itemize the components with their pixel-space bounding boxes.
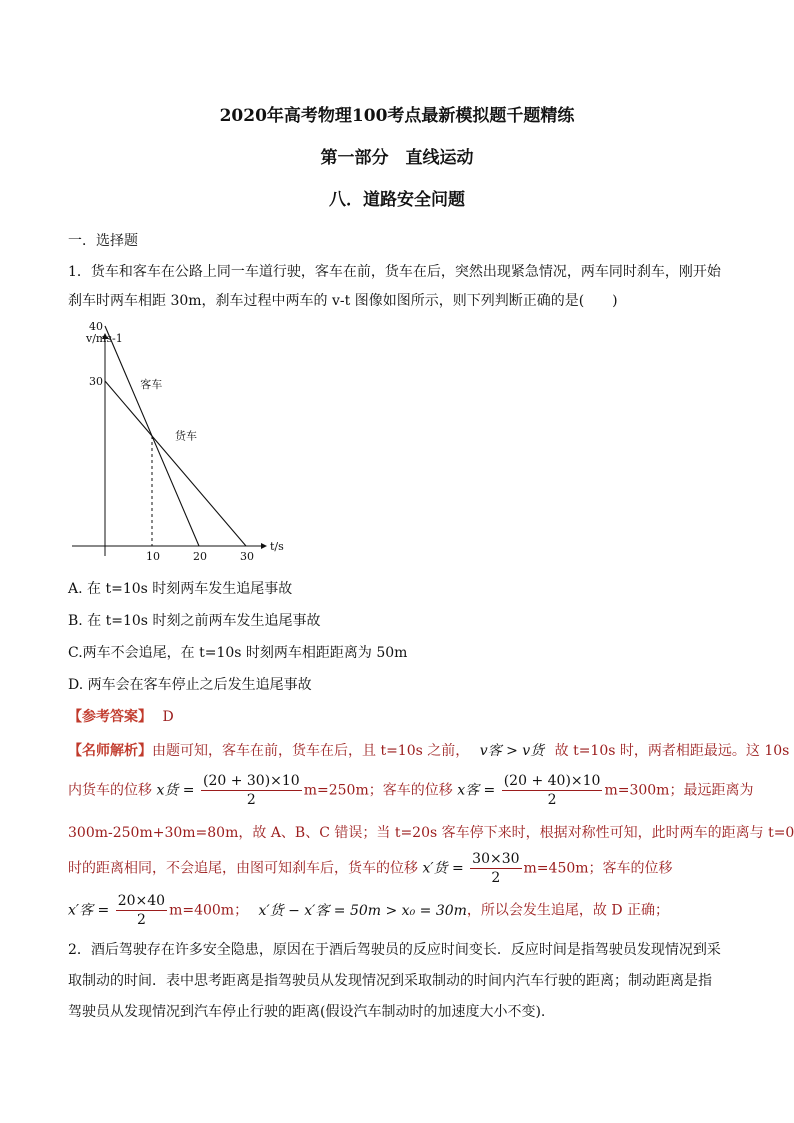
y-tick-label: 40 [89, 322, 103, 333]
part-title: 第一部分 直线运动 [320, 148, 474, 168]
formula-var: x客 = [457, 782, 496, 799]
fraction-denominator: 2 [136, 912, 146, 928]
vt-graph [66, 322, 296, 562]
question-2-line-3: 驾驶员从发现情况到汽车停止行驶的距离(假设汽车制动时的加速度大小不变). [68, 1004, 546, 1020]
x-axis-label: t/s [270, 540, 284, 553]
question-2-line-2: 取制动的时间．表中思考距离是指驾驶员从发现情况到采取制动的时间内汽车行驶的距离；制动距离是指 [68, 973, 712, 989]
formula-inequality: x′货 − x′客 = 50m > x₀ = 30m [258, 902, 467, 919]
section-title: 八．道路安全问题 [329, 190, 465, 210]
page-title: 2020年高考物理100考点最新模拟题千题精练 [219, 106, 575, 126]
analysis-line-4 [68, 850, 673, 887]
question-1-stem-line-2: 刹车时两车相距 30m，刹车过程中两车的 v-t 图像如图所示，则下列判断正确的是( ) [68, 293, 618, 309]
x-tick-label: 20 [193, 550, 207, 562]
answer-value: D [162, 709, 174, 725]
analysis-text: 由题可知，客车在前，货车在后，且 t=10s 之前， [152, 743, 470, 759]
analysis-text: 时的距离相同，不会追尾，由图可知刹车后，货车的位移 [68, 860, 418, 877]
analysis-line-2 [68, 772, 753, 809]
option-d: D. 两车会在客车停止之后发生追尾事故 [68, 677, 312, 693]
question-1-stem-line-1: 1．货车和客车在公路上同一车道行驶，客车在前，货车在后，突然出现紧急情况，两车同时刹车，刚开始 [68, 264, 721, 280]
option-b: B. 在 t=10s 时刻之前两车发生追尾事故 [68, 613, 321, 629]
formula-var: x′货 = [422, 860, 464, 877]
x-tick-label: 10 [146, 550, 160, 562]
analysis-text: 内货车的位移 [68, 782, 152, 799]
fraction [201, 772, 302, 809]
y-axis-label: v/ms-1 [86, 332, 123, 345]
x-tick-label: 30 [240, 550, 254, 562]
fraction [470, 850, 521, 887]
y-tick-label: 30 [89, 375, 103, 388]
fraction-denominator: 2 [246, 792, 256, 808]
analysis-text: m=300m；最远距离为 [604, 782, 754, 799]
analysis-text: ，所以会发生追尾，故 D 正确； [466, 902, 670, 919]
fraction-denominator: 2 [491, 870, 501, 886]
formula-var: x货 = [156, 782, 195, 799]
answer-row [68, 708, 174, 726]
series-line-2 [105, 381, 246, 546]
fraction [502, 772, 603, 809]
analysis-text: 故 t=10s 时，两者相距最远。这 10s [554, 743, 790, 759]
fraction-numerator: 30×30 [472, 851, 520, 867]
fraction [116, 892, 167, 929]
section-label: 一．选择题 [68, 233, 138, 249]
option-c: C.两车不会追尾，在 t=10s 时刻两车相距距离为 50m [68, 645, 408, 661]
fraction-denominator: 2 [547, 792, 557, 808]
fraction-numerator: 20×40 [117, 893, 166, 909]
series-label: 货车 [175, 429, 198, 443]
fraction-numerator: (20 + 40)×10 [503, 773, 601, 789]
analysis-text: m=450m；客车的位移 [523, 860, 673, 877]
analysis-line-1 [68, 742, 789, 760]
fraction-numerator: (20 + 30)×10 [202, 773, 300, 789]
analysis-line-3: 300m-250m+30m=80m，故 A、B、C 错误；当 t=20s 客车停下来时，根据对称性可知，此时两车的距离与 t=0 [68, 825, 794, 841]
analysis-text: m=250m；客车的位移 [303, 782, 453, 799]
analysis-line-5 [68, 892, 669, 929]
option-a: A. 在 t=10s 时刻两车发生追尾事故 [68, 581, 293, 597]
velocity-inequality: v客 > v货 [479, 743, 545, 759]
answer-label: 【参考答案】 [68, 709, 152, 725]
formula-var: x′客 = [68, 902, 110, 919]
series-label: 客车 [140, 378, 163, 391]
analysis-text: m=400m； [169, 902, 249, 919]
analysis-label: 【名师解析】 [68, 743, 152, 759]
question-2-line-1: 2．酒后驾驶存在许多安全隐患，原因在于酒后驾驶员的反应时间变长．反应时间是指驾驶员发现情况到采 [68, 942, 721, 958]
